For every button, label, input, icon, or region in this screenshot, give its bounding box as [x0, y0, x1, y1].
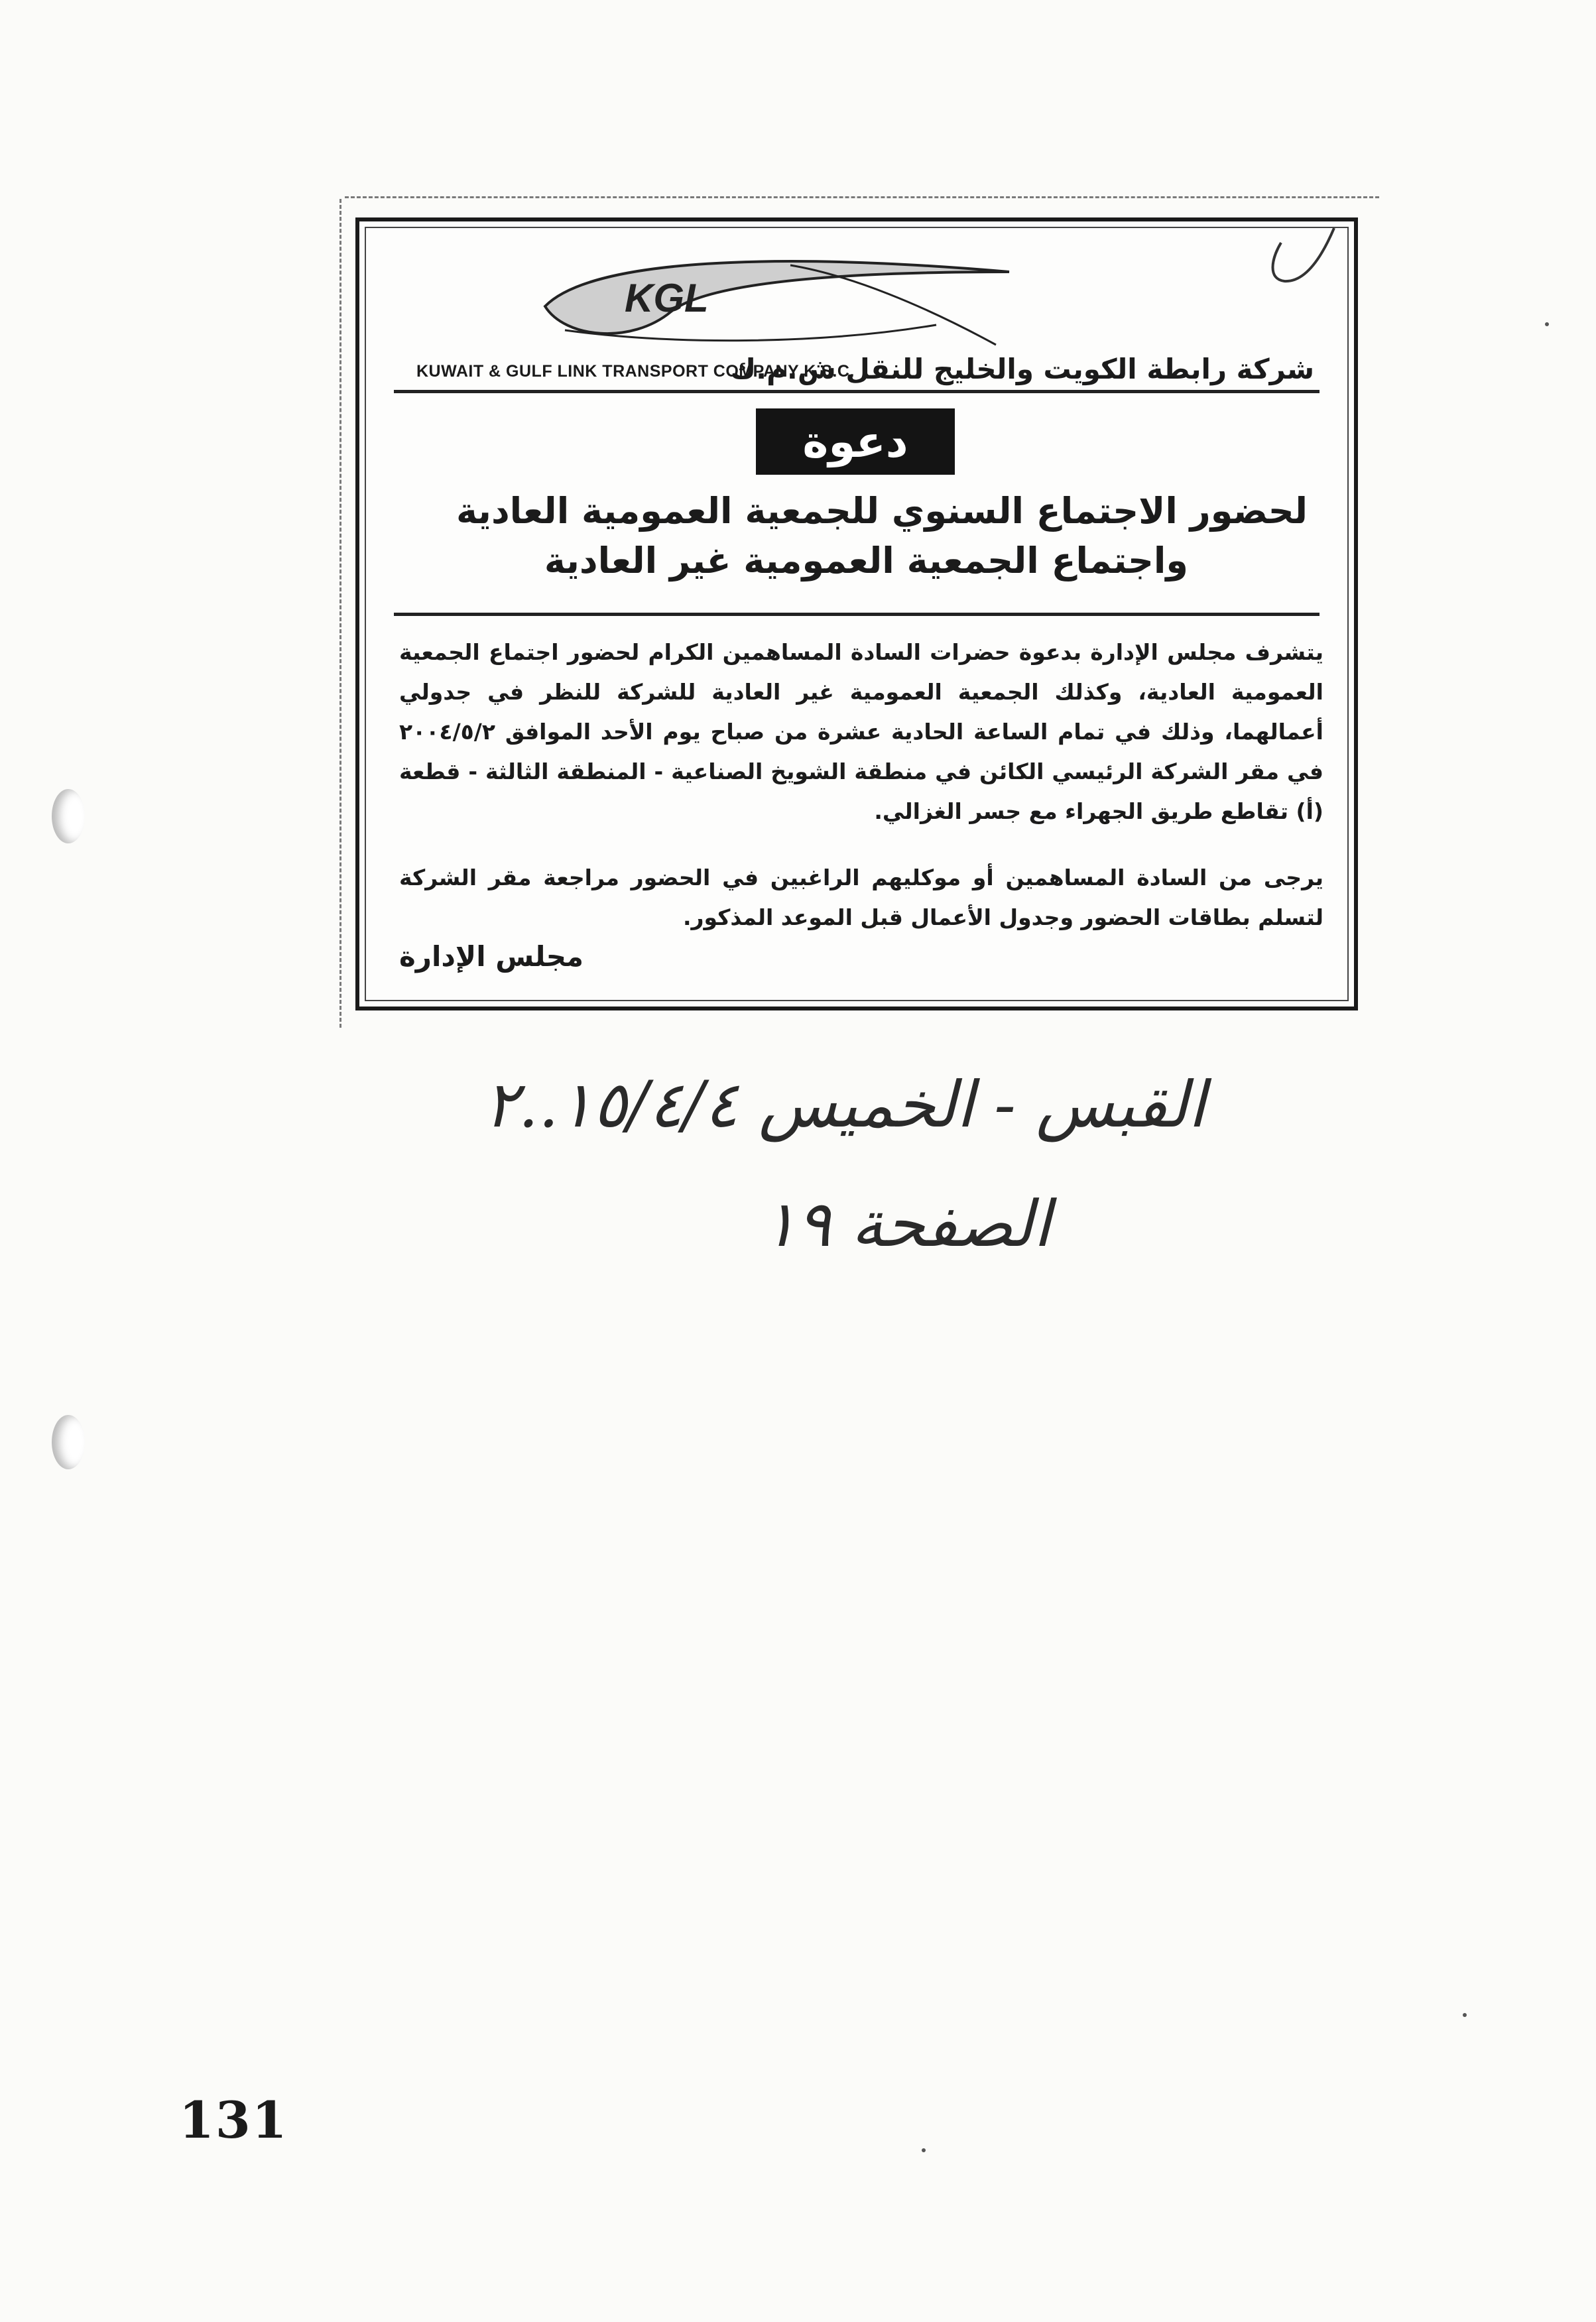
logo-text: KGL	[625, 276, 709, 320]
invitation-title: دعوة	[756, 408, 955, 475]
page-number: 131	[179, 2091, 288, 2150]
handwritten-page-line: الصفحة ١٩	[763, 1187, 1051, 1261]
company-name-arabic: شركة رابطة الكويت والخليج للنقل ش.م.ك	[730, 353, 1314, 385]
clipping-cut-line-left	[339, 199, 341, 1028]
newspaper-clipping	[355, 217, 1358, 1010]
scan-speck	[1463, 2013, 1467, 2017]
headline-rule	[394, 613, 1320, 616]
punch-hole-top	[52, 789, 85, 843]
company-logo	[538, 245, 1016, 351]
scan-speck	[1545, 322, 1549, 326]
headline-line-2: واجتماع الجمعية العمومية غير العادية	[544, 540, 1188, 581]
body-paragraph-2: يرجى من السادة المساهمين أو موكليهم الراغبين في الحضور مراجعة مقر الشركة لتسلم بطاقات الحضور وجدول الأعمال قبل الموعد المذكور.	[399, 865, 1323, 930]
company-name-english: KUWAIT & GULF LINK TRANSPORT COMPANY K.S.C.	[416, 362, 855, 381]
clipping-cut-line-top	[345, 196, 1379, 198]
headline-line-1: لحضور الاجتماع السنوي للجمعية العمومية العادية	[456, 490, 1308, 532]
punch-hole-bottom	[52, 1415, 85, 1469]
body-paragraph-1: يتشرف مجلس الإدارة بدعوة حضرات السادة المساهمين الكرام لحضور اجتماع الجمعية العمومية العادية، وكذلك الجمعية العمومية غير العادية للشركة للنظر في جدولي أعمالهما، وذلك في تمام الساعة الحادية عشرة من صباح يوم الأحد الموافق ٢٠٠٤/٥/٢ في مقر الشركة الرئيسي الكائن في منطقة الشويخ الصناعية - المنطقة الثالثة - قطعة (أ) تقاطع طريق الجهراء مع جسر الغزالي.	[399, 639, 1323, 824]
handwritten-check-mark	[1255, 223, 1341, 296]
header-rule	[394, 390, 1320, 393]
signature-board: مجلس الإدارة	[399, 940, 584, 973]
scan-speck	[922, 2148, 926, 2152]
handwritten-source-line: القبس - الخميس ١٥/٤/٤..٢	[484, 1068, 1206, 1142]
